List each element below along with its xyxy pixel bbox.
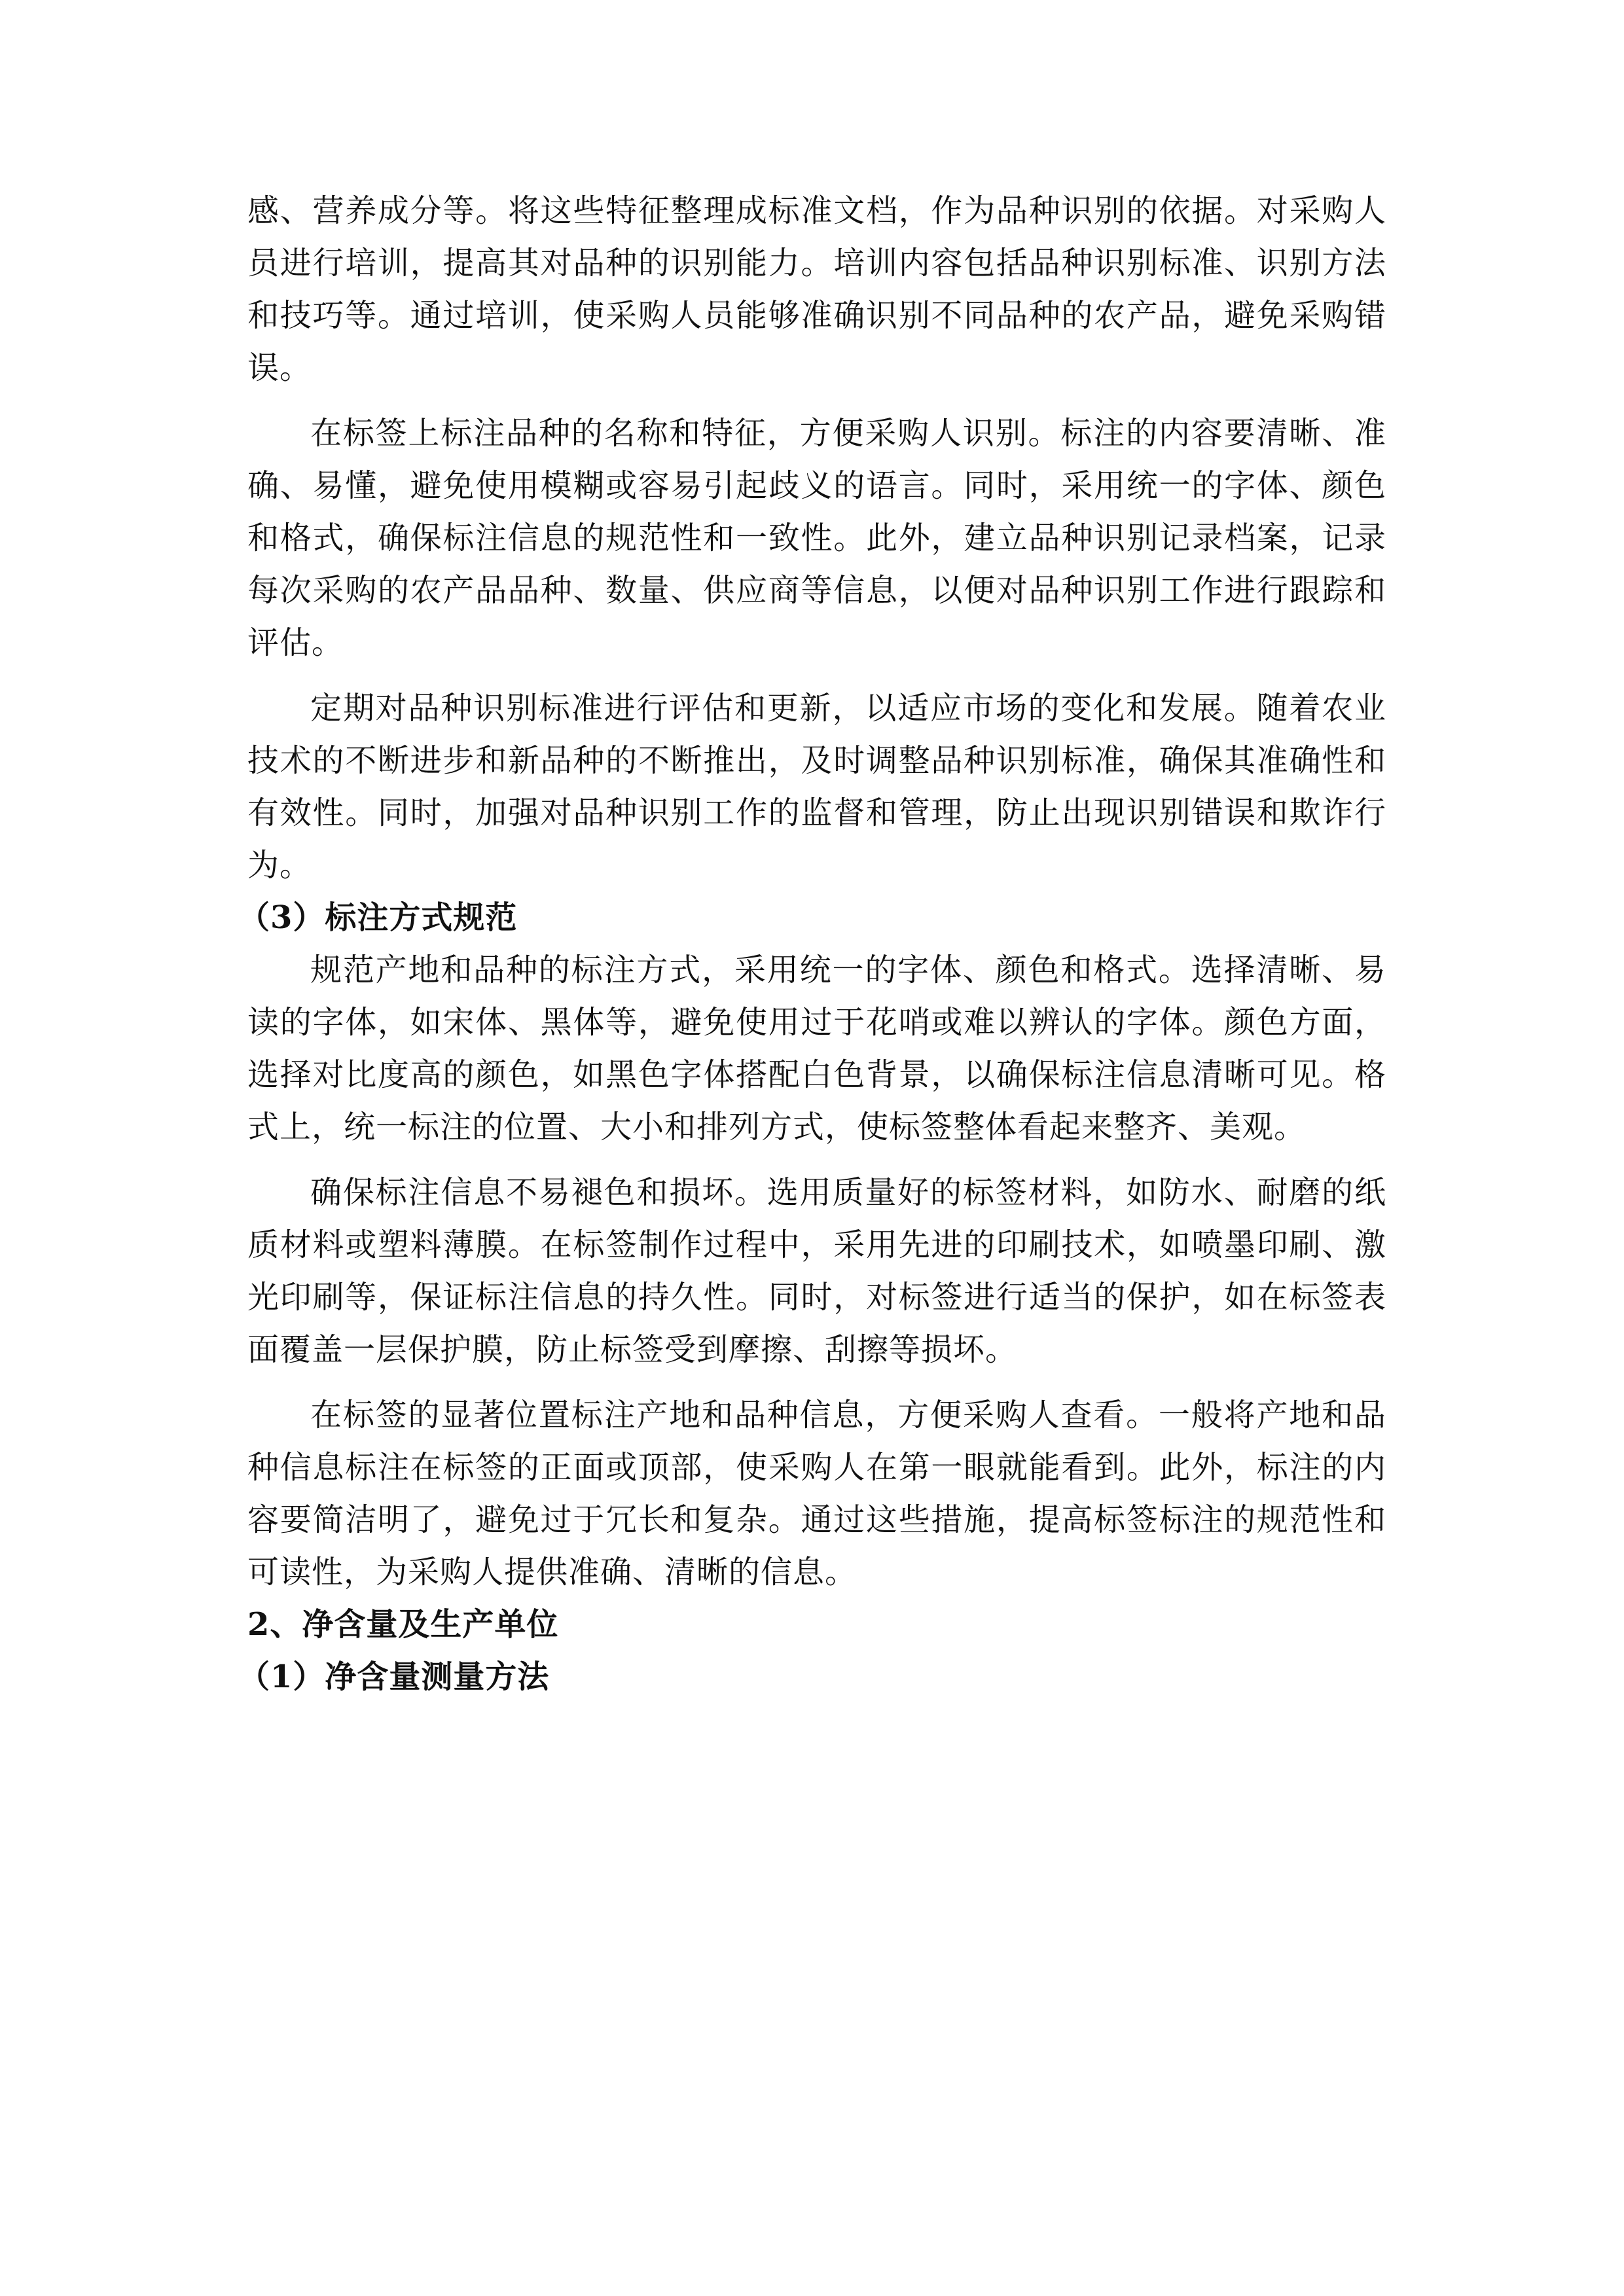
document-body bbox=[238, 185, 1386, 1703]
section-subheading-measurement: （1）净含量测量方法 bbox=[238, 1659, 550, 1695]
paragraph-label-position: 在标签的显著位置标注产地和品种信息，方便采购人查看。一般将产地和品种信息标注在标签的正面或顶部，使采购人在第一眼就能看到。此外，标注的内容要简洁明了，避免过于冗长和复杂。通过这些措施，提高标签标注的规范性和可读性，为采购人提供准确、清晰的信息。 bbox=[247, 1397, 1386, 1590]
paragraph-standard-update: 定期对品种识别标准进行评估和更新，以适应市场的变化和发展。随着农业技术的不断进步和新品种的不断推出，及时调整品种识别标准，确保其准确性和有效性。同时，加强对品种识别工作的监督和管理，防止出现识别错误和欺诈行为。 bbox=[247, 690, 1386, 884]
paragraph-labeling-format: 规范产地和品种的标注方式，采用统一的字体、颜色和格式。选择清晰、易读的字体，如宋体、黑体等，避免使用过于花哨或难以辨认的字体。颜色方面，选择对比度高的颜色，如黑色字体搭配白色背景，以确保标注信息清晰可见。格式上，统一标注的位置、大小和排列方式，使标签整体看起来整齐、美观。 bbox=[247, 952, 1386, 1145]
section-heading-labeling-rules: （3）标注方式规范 bbox=[238, 899, 518, 936]
paragraph-label-durability: 确保标注信息不易褪色和损坏。选用质量好的标签材料，如防水、耐磨的纸质材料或塑料薄膜。在标签制作过程中，采用先进的印刷技术，如喷墨印刷、激光印刷等，保证标注信息的持久性。同时，对标签进行适当的保护，如在标签表面覆盖一层保护膜，防止标签受到摩擦、刮擦等损坏。 bbox=[247, 1174, 1386, 1368]
paragraph-feature-standards: 感、营养成分等。将这些特征整理成标准文档，作为品种识别的依据。对采购人员进行培训，提高其对品种的识别能力。培训内容包括品种识别标准、识别方法和技巧等。通过培训，使采购人员能够准确识别不同品种的农产品，避免采购错误。 bbox=[247, 192, 1386, 386]
section-heading-net-content: 2、净含量及生产单位 bbox=[247, 1606, 559, 1643]
paragraph-label-variety: 在标签上标注品种的名称和特征，方便采购人识别。标注的内容要清晰、准确、易懂，避免使用模糊或容易引起歧义的语言。同时，采用统一的字体、颜色和格式，确保标注信息的规范性和一致性。此外，建立品种识别记录档案，记录每次采购的农产品品种、数量、供应商等信息，以便对品种识别工作进行跟踪和评估。 bbox=[247, 415, 1386, 661]
